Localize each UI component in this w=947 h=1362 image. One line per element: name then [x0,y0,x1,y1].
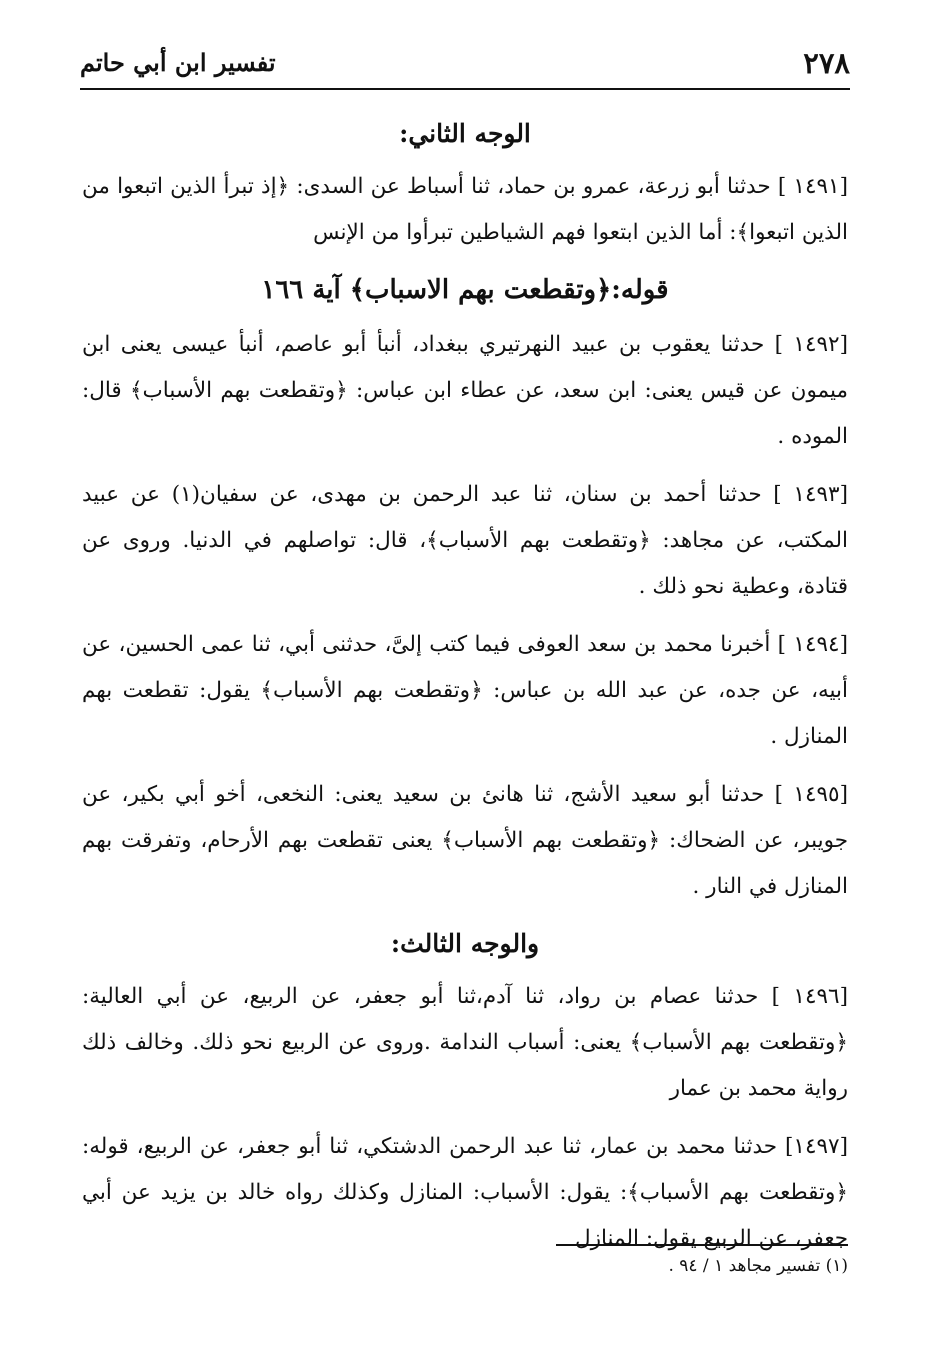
narration-1495: [١٤٩٥ ] حدثنا أبو سعيد الأشج، ثنا هانئ بن سعيد يعنى: النخعى، أخو أبي بكير، عن جويبر، عن الضحاك: ﴿وتقطعت بهم الأسباب﴾ يعنى تقطعت بهم الأرحام، وتفرقت بهم المنازل في النار . [82,782,848,899]
footnote-rule [556,1244,848,1246]
section-heading-second: الوجه الثاني: [399,119,531,148]
narration-1497: [١٤٩٧] حدثنا محمد بن عمار، ثنا عبد الرحمن الدشتكي، ثنا أبو جعفر، عن الربيع، قوله: ﴿وتقطعت بهم الأسباب﴾: يقول: الأسباب: المنازل وكذلك رواه خالد بن يزيد عن أبي جعفر، عن الربيع يقول: المنازل [82,1134,848,1251]
narration-1491: [١٤٩١ ] حدثنا أبو زرعة، عمرو بن حماد، ثنا أسباط عن السدى: ﴿إذ تبرأ الذين اتبعوا من الذين اتبعوا﴾: أما الذين ابتعوا فهم الشياطين تبرأوا من الإنس [82,174,848,245]
page-header [80,42,850,88]
narration-1493: [١٤٩٣ ] حدثنا أحمد بن سنان، ثنا عبد الرحمن بن مهدى، عن سفيان(١) عن عبيد المكتب، عن مجاهد: ﴿وتقطعت بهم الأسباب﴾، قال: تواصلهم في الدنيا. وروى عن قتادة، وعطية نحو ذلك . [82,482,848,599]
narration-1494: [١٤٩٤ ] أخبرنا محمد بن سعد العوفى فيما كتب إلىَّ، حدثنى أبي، ثنا عمى الحسين، عن أبيه، عن جده، عن عبد الله بن عباس: ﴿وتقطعت بهم الأسباب﴾ يقول: تقطعت بهم المنازل . [82,632,848,749]
page-body [82,112,848,1274]
page-number: ٢٧٨ [803,46,850,80]
section-heading-third: والوجه الثالث: [390,929,540,958]
narration-1492: [١٤٩٢ ] حدثنا يعقوب بن عبيد النهرتيري ببغداد، أنبأ أبو عاصم، أنبأ عيسى يعنى ابن ميمون عن قيس يعنى: ابن سعد، عن عطاء ابن عباس: ﴿وتقطعت بهم الأسباب﴾ قال: الموده . [82,332,848,449]
narration-1496: [١٤٩٦ ] حدثنا عصام بن رواد، ثنا آدم،ثنا أبو جعفر، عن الربيع، عن أبي العالية: ﴿وتقطعت بهم الأسباب﴾ يعنى: أسباب الندامة .وروى عن الربيع نحو ذلك. وخالف ذلك رواية محمد بن عمار [82,984,848,1101]
header-rule [80,88,850,90]
ayah-heading: قوله:﴿وتقطعت بهم الاسباب﴾ آية ١٦٦ [261,275,669,305]
running-title: تفسير ابن أبي حاتم [80,48,276,77]
footnote-1: (١) تفسير مجاهد ١ / ٩٤ . [668,1256,848,1276]
